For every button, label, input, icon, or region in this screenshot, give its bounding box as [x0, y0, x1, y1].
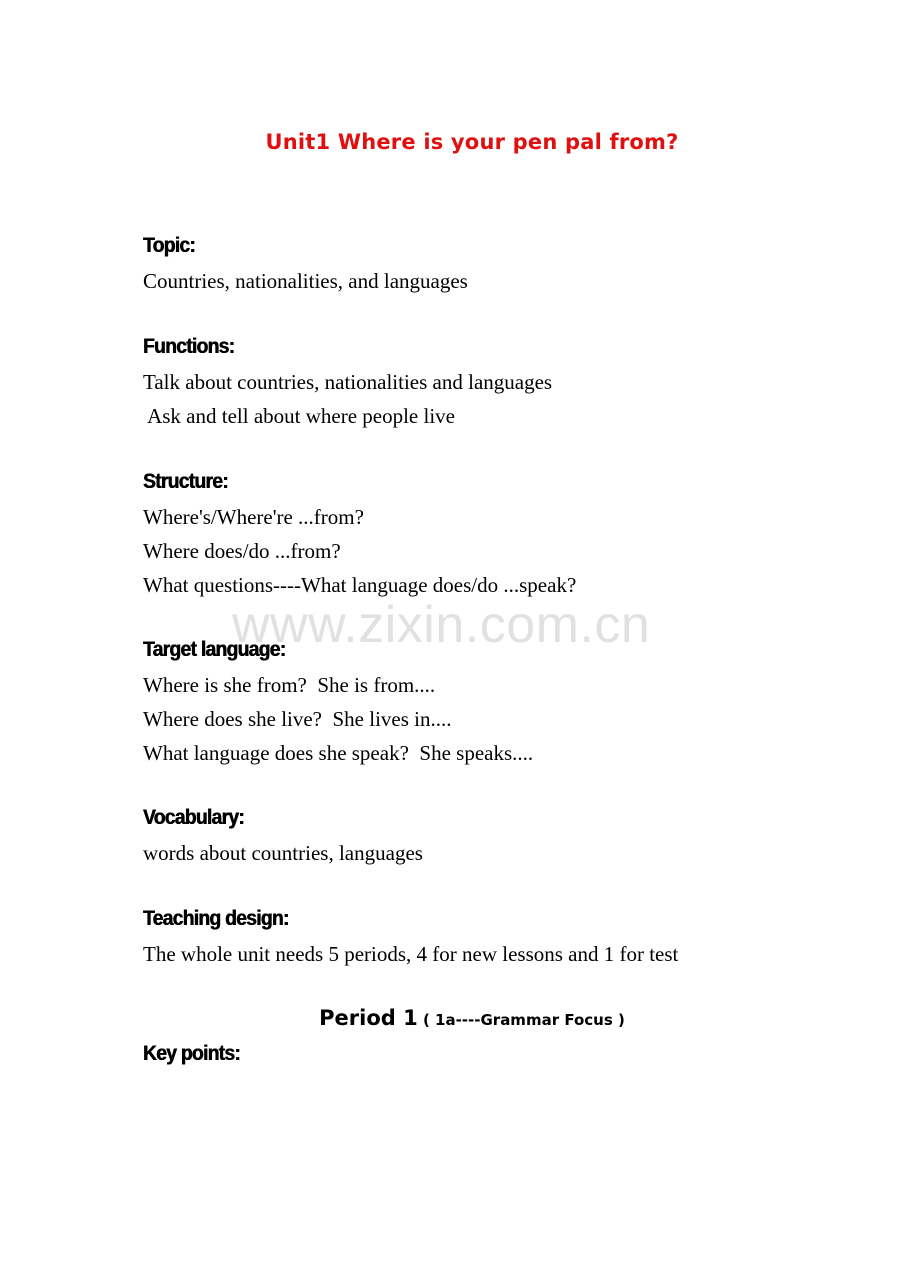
section-structure [143, 470, 576, 602]
section-heading: Topic: [143, 234, 196, 257]
section-line: Where does she live? She lives in.... [143, 707, 452, 731]
section-line: words about countries, languages [143, 841, 423, 865]
section-line: Talk about countries, nationalities and languages [143, 370, 553, 394]
section-target-language [143, 638, 533, 770]
section-heading: Structure: [143, 470, 228, 493]
section-heading: Teaching design: [143, 907, 289, 930]
section-heading: Target language: [143, 638, 286, 661]
section-line: Where's/Where're ...from? [143, 505, 364, 529]
section-vocabulary [143, 806, 423, 870]
key-points-heading: Key points: [143, 1042, 241, 1065]
section-key-points [143, 1042, 249, 1066]
period-title: Period 1 [319, 1006, 418, 1030]
section-heading: Functions: [143, 335, 235, 358]
period-heading [0, 1006, 920, 1030]
section-line: The whole unit needs 5 periods, 4 for new lessons and 1 for test [143, 942, 679, 966]
section-topic [143, 234, 468, 298]
section-line: What language does she speak? She speaks.... [143, 741, 534, 765]
period-subtitle: ( 1a----Grammar Focus ) [417, 1011, 625, 1029]
section-heading: Vocabulary: [143, 806, 245, 829]
watermark: www.zixin.com.cn [232, 596, 651, 654]
section-line: What questions----What language does/do ...speak? [143, 573, 577, 597]
section-functions [143, 335, 552, 433]
section-line: Ask and tell about where people live [143, 404, 455, 428]
section-line: Where is she from? She is from.... [143, 673, 436, 697]
section-teaching-design [143, 907, 678, 971]
document-title: Unit1 Where is your pen pal from? [265, 130, 679, 154]
section-line: Countries, nationalities, and languages [143, 269, 468, 293]
section-line: Where does/do ...from? [143, 539, 341, 563]
